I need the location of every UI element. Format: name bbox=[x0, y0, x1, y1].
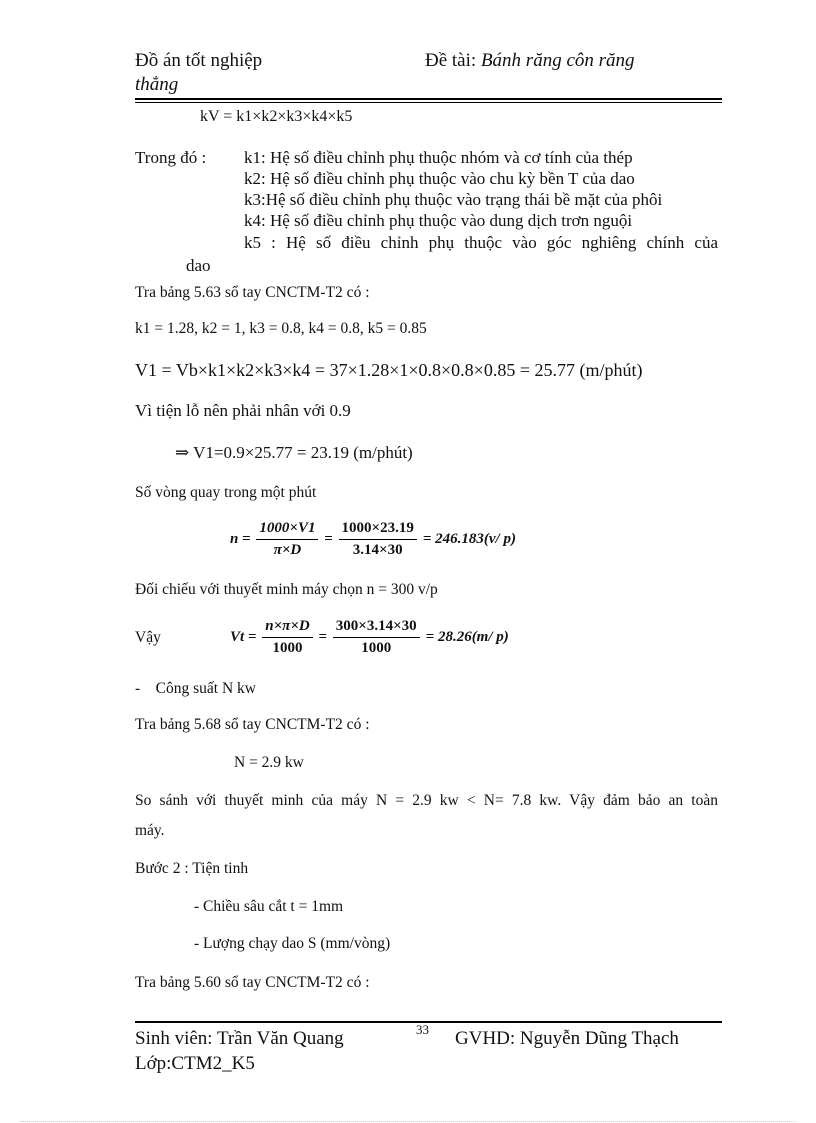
bore-note: Vì tiện lỗ nên phải nhân với 0.9 bbox=[135, 401, 351, 420]
footer-student: Sinh viên: Trần Văn Quang bbox=[135, 1028, 344, 1049]
rpm-fraction-numeric-num: 1000×23.19 bbox=[339, 520, 417, 540]
rpm-fraction-symbolic-num: 1000×V1 bbox=[256, 520, 318, 540]
power-value: N = 2.9 kw bbox=[234, 754, 304, 771]
coefficient-k2: k2: Hệ số điều chỉnh phụ thuộc vào chu kỳ bền T của dao bbox=[244, 169, 635, 188]
footer-class: Lớp:CTM2_K5 bbox=[135, 1053, 255, 1074]
coefficient-k5: k5 : Hệ số điều chỉnh phụ thuộc vào góc nghiêng chính của bbox=[244, 233, 718, 252]
v1-formula: V1 = Vb×k1×k2×k3×k4 = 37×1.28×1×0.8×0.8×0.85 = 25.77 (m/phút) bbox=[135, 360, 643, 380]
speed-equation: Vt = $\frac{n\times\pi\times D}{1000}$ = $\frac{300\times 3.14\times 30}{1000}$ = 28.26(m/ p) bbox=[230, 618, 509, 656]
header-title: Đồ án tốt nghiệp bbox=[135, 50, 263, 71]
power-item: - Công suất N kw bbox=[135, 680, 256, 697]
lookup-table-5-68: Tra bảng 5.68 sổ tay CNCTM-T2 có : bbox=[135, 716, 370, 733]
trong-do-label: Trong đó : bbox=[135, 148, 207, 167]
rpm-equation: n = $\frac{1000\times V1}{\pi\times D}$ = $\frac{1000\times 23.19}{3.14\times 30}$ = 246.183(v/ p) bbox=[230, 520, 516, 558]
v1-adjusted: ⇒ V1=0.9×25.77 = 23.19 (m/phút) bbox=[175, 443, 413, 462]
coefficient-k3: k3:Hệ số điều chỉnh phụ thuộc vào trạng thái bề mặt của phôi bbox=[244, 190, 663, 209]
header-topic-value: Bánh răng côn răng bbox=[480, 50, 635, 71]
rpm-fraction-numeric-den: 3.14×30 bbox=[352, 542, 403, 558]
speed-fraction-numeric-num: 300×3.14×30 bbox=[333, 618, 420, 638]
speed-result: = 28.26(m/ p) bbox=[425, 629, 509, 645]
kv-formula: kV = k1×k2×k3×k4×k5 bbox=[200, 108, 353, 125]
header-topic-label: Đề tài: bbox=[425, 50, 477, 71]
coefficient-k4: k4: Hệ số điều chỉnh phụ thuộc vào dung dịch trơn nguội bbox=[244, 211, 633, 230]
speed-fraction-numeric bbox=[333, 618, 420, 657]
coefficient-k5-wrap: dao bbox=[186, 256, 211, 275]
speed-equation-lhs: Vt bbox=[230, 629, 245, 645]
page-number: 33 bbox=[416, 1022, 429, 1037]
lookup-table-5-63: Tra bảng 5.63 sổ tay CNCTM-T2 có : bbox=[135, 284, 370, 301]
cut-depth: - Chiều sâu cắt t = 1mm bbox=[194, 898, 344, 915]
step-2-heading: Bước 2 : Tiện tinh bbox=[135, 860, 249, 877]
rpm-fraction-symbolic-den: π×D bbox=[273, 542, 302, 558]
speed-fraction-symbolic-num: n×π×D bbox=[262, 618, 312, 638]
compare-power-line1: So sánh với thuyết minh của máy N = 2.9 kw < N= 7.8 kw. Vậy đảm bảo an toàn bbox=[135, 792, 718, 809]
lookup-table-5-60: Tra bảng 5.60 sổ tay CNCTM-T2 có : bbox=[135, 974, 370, 991]
footer-advisor: GVHD: Nguyễn Dũng Thạch bbox=[455, 1028, 679, 1049]
rpm-fraction-symbolic bbox=[256, 520, 318, 559]
header-rule-top bbox=[135, 98, 722, 100]
coefficient-k1: k1: Hệ số điều chỉnh phụ thuộc nhóm và cơ tính của thép bbox=[244, 148, 633, 167]
rpm-result: = 246.183(v/ p) bbox=[422, 531, 516, 547]
speed-fraction-symbolic-den: 1000 bbox=[272, 640, 303, 656]
speed-fraction-symbolic bbox=[262, 618, 312, 657]
header-title-wrap: thẳng bbox=[135, 74, 179, 95]
rpm-fraction-numeric bbox=[339, 520, 417, 559]
rpm-label: Số vòng quay trong một phút bbox=[135, 484, 317, 501]
rpm-equation-lhs: n bbox=[230, 531, 239, 547]
header-rule-bottom bbox=[135, 102, 722, 103]
header-topic bbox=[425, 50, 635, 72]
feed-rate: - Lượng chạy dao S (mm/vòng) bbox=[194, 935, 391, 952]
k-values: k1 = 1.28, k2 = 1, k3 = 0.8, k4 = 0.8, k5 = 0.85 bbox=[135, 320, 427, 337]
compare-power-line2: máy. bbox=[135, 822, 165, 839]
page-edge-dots bbox=[20, 1121, 796, 1122]
speed-fraction-numeric-den: 1000 bbox=[361, 640, 392, 656]
vay-label: Vậy bbox=[135, 629, 161, 646]
compare-machine-spec: Đối chiếu với thuyết minh máy chọn n = 300 v/p bbox=[135, 581, 438, 598]
